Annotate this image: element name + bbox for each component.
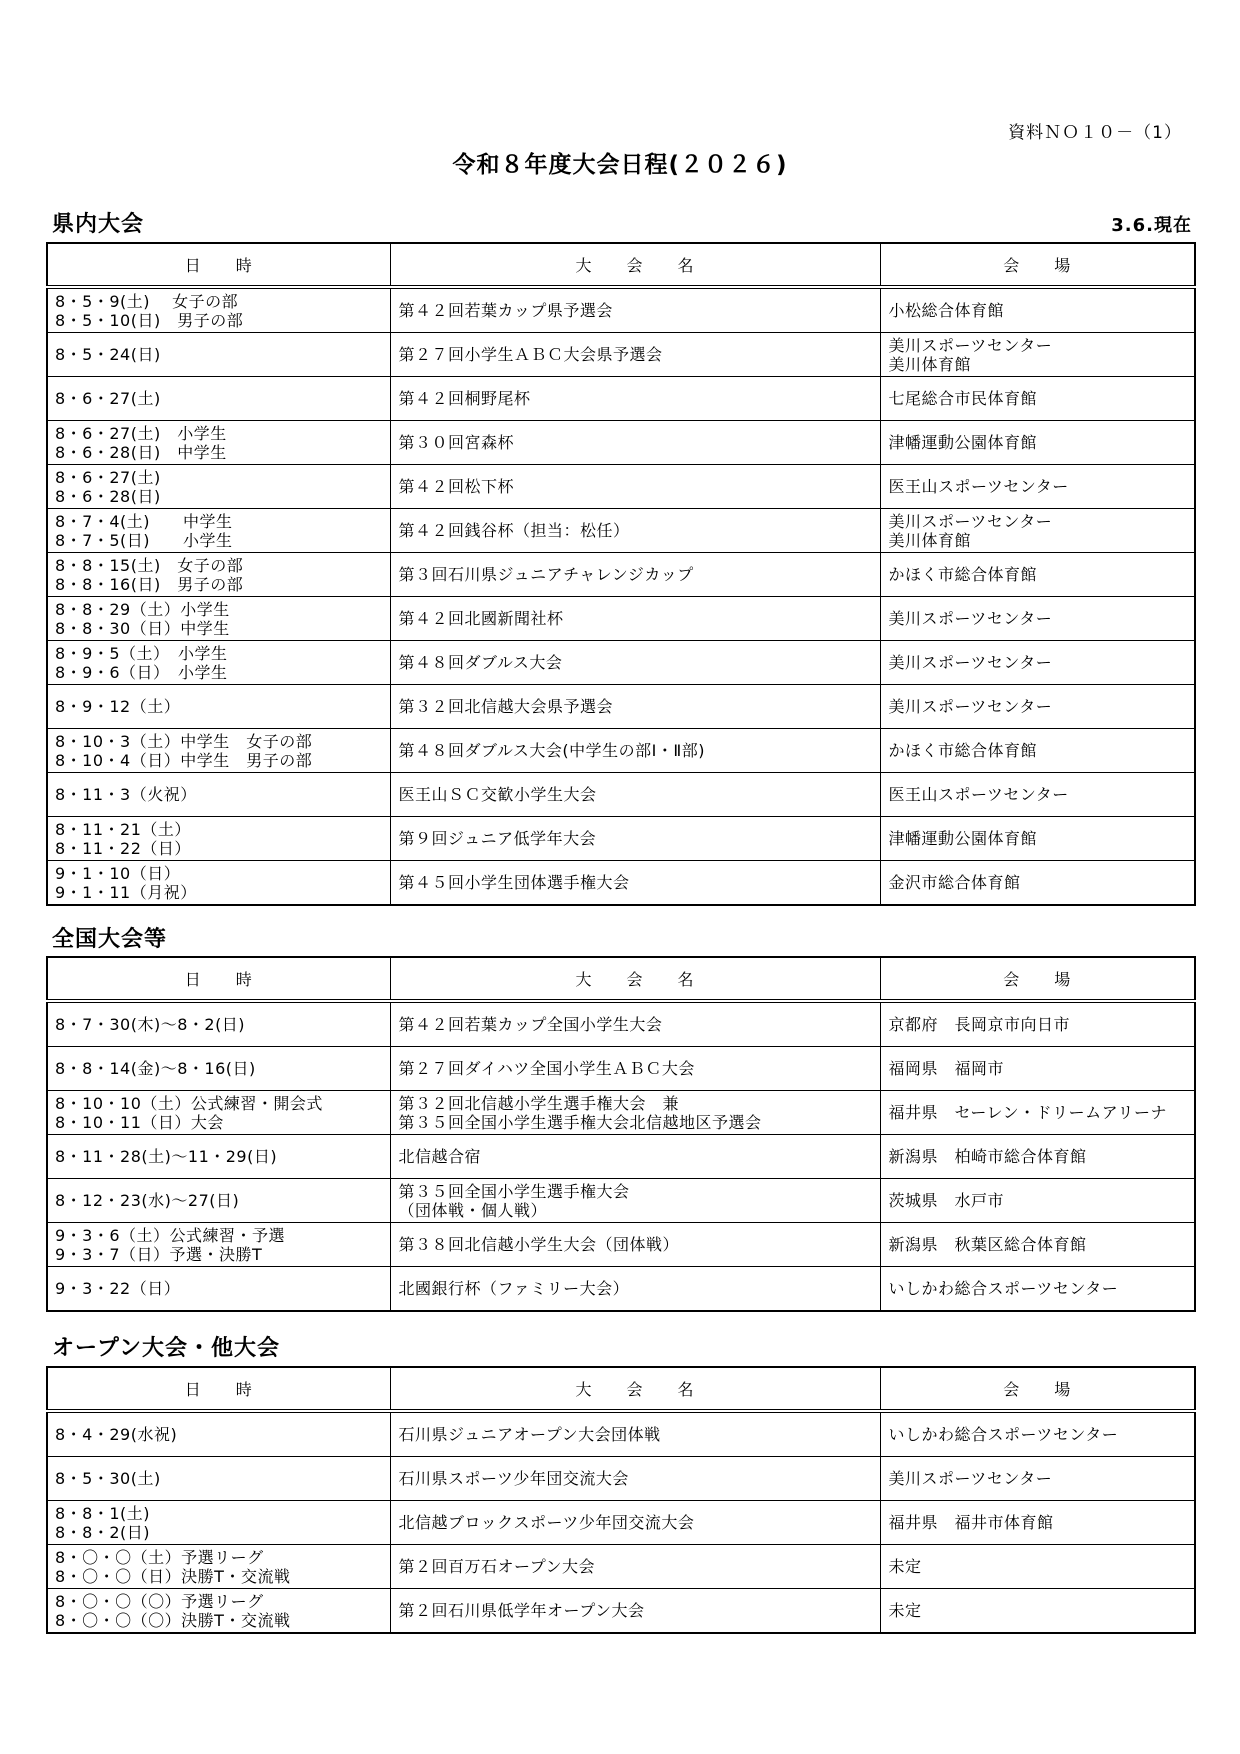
event-cell-line: 第３８回北信越小学生大会（団体戦） — [398, 1235, 680, 1254]
header-venue: 会 場 — [880, 243, 1195, 287]
venue-cell-line: 医王山スポーツセンター — [888, 477, 1069, 496]
date-cell-line: 8・10・3（土）中学生 女子の部 — [55, 731, 313, 751]
date-cell — [47, 685, 390, 729]
page-title: 令和８年度大会日程(２０２６) — [452, 152, 788, 178]
event-cell-line: 第４２回松下杯 — [398, 477, 515, 496]
event-cell-line: 第３５回全国小学生選手権大会 — [398, 1181, 630, 1201]
header-date: 日 時 — [47, 957, 390, 1001]
table-row — [47, 1501, 1195, 1545]
date-cell-line: 8・9・6（日） 小学生 — [55, 662, 228, 682]
venue-cell-line: 美川スポーツセンター — [888, 609, 1053, 628]
date-cell-line: 8・5・10(日) 男子の部 — [55, 310, 244, 330]
table-header-row — [47, 957, 1195, 1001]
table-row — [47, 553, 1195, 597]
date-cell-line: 8・6・28(日) 中学生 — [55, 442, 227, 462]
table-row — [47, 1589, 1195, 1634]
table-row — [47, 641, 1195, 685]
venue-cell — [880, 1589, 1195, 1634]
venue-cell — [880, 1411, 1195, 1457]
table-row — [47, 597, 1195, 641]
date-cell-line: 8・8・14(金)～8・16(日) — [55, 1059, 256, 1078]
header-event: 大 会 名 — [390, 957, 880, 1001]
event-cell-line: 第２回百万石オープン大会 — [398, 1557, 596, 1576]
event-cell — [390, 553, 880, 597]
venue-cell-line: 美川スポーツセンター — [888, 511, 1053, 531]
date-cell-line: 9・3・22（日） — [55, 1279, 181, 1298]
event-cell-line: 第４５回小学生団体選手権大会 — [398, 873, 630, 892]
venue-cell — [880, 773, 1195, 817]
date-cell — [47, 1223, 390, 1267]
date-cell — [47, 1457, 390, 1501]
event-cell — [390, 597, 880, 641]
table-header-row — [47, 1367, 1195, 1411]
venue-cell — [880, 465, 1195, 509]
event-cell — [390, 1091, 880, 1135]
event-cell — [390, 1411, 880, 1457]
date-cell — [47, 1501, 390, 1545]
date-cell-line: 8・7・4(土) 中学生 — [55, 511, 233, 531]
event-cell — [390, 421, 880, 465]
date-cell — [47, 333, 390, 377]
date-cell — [47, 729, 390, 773]
date-cell-line: 8・5・9(土) 女子の部 — [55, 291, 239, 311]
event-cell-line: 石川県ジュニアオープン大会団体戦 — [398, 1425, 661, 1444]
event-cell — [390, 729, 880, 773]
table-row — [47, 1457, 1195, 1501]
venue-cell — [880, 1267, 1195, 1312]
date-cell — [47, 1589, 390, 1634]
event-cell — [390, 1545, 880, 1589]
date-cell-line: 8・8・30（日）中学生 — [55, 618, 230, 638]
header-event: 大 会 名 — [390, 243, 880, 287]
venue-cell — [880, 597, 1195, 641]
venue-cell — [880, 817, 1195, 861]
event-cell — [390, 1047, 880, 1091]
venue-cell — [880, 1223, 1195, 1267]
venue-cell-line: 医王山スポーツセンター — [888, 785, 1069, 804]
date-cell-line: 8・7・30(木)～8・2(日) — [55, 1015, 246, 1034]
event-cell-line: 第３５回全国小学生選手権大会北信越地区予選会 — [398, 1112, 762, 1132]
table-row — [47, 685, 1195, 729]
header-venue: 会 場 — [880, 957, 1195, 1001]
venue-cell — [880, 1179, 1195, 1223]
table-row — [47, 729, 1195, 773]
venue-cell — [880, 1545, 1195, 1589]
venue-cell-line: いしかわ総合スポーツセンター — [888, 1425, 1119, 1444]
venue-cell-line: 金沢市総合体育館 — [888, 873, 1021, 892]
venue-cell-line: 新潟県 柏崎市総合体育館 — [888, 1147, 1087, 1166]
event-cell — [390, 1179, 880, 1223]
date-cell-line: 8・9・5（土） 小学生 — [55, 643, 228, 663]
table-row — [47, 1135, 1195, 1179]
event-cell-line: 北信越合宿 — [398, 1147, 482, 1166]
event-cell-line: 石川県スポーツ少年団交流大会 — [398, 1469, 629, 1488]
event-cell — [390, 817, 880, 861]
table-row — [47, 1001, 1195, 1047]
date-cell — [47, 641, 390, 685]
venue-cell — [880, 1047, 1195, 1091]
date-cell-line: 8・10・11（日）大会 — [55, 1112, 224, 1132]
header-date: 日 時 — [47, 1367, 390, 1411]
table-header-row — [47, 243, 1195, 287]
venue-cell — [880, 641, 1195, 685]
venue-cell-line: 小松総合体育館 — [888, 301, 1005, 320]
table-row — [47, 861, 1195, 906]
date-cell — [47, 377, 390, 421]
table-row — [47, 287, 1195, 333]
venue-cell-line: かほく市総合体育館 — [888, 565, 1038, 584]
date-cell-line: 8・11・3（火祝） — [55, 785, 197, 804]
table-row — [47, 1545, 1195, 1589]
date-cell-line: 8・12・23(水)～27(日) — [55, 1191, 240, 1210]
date-cell-line: 8・5・30(土) — [55, 1469, 161, 1488]
venue-cell-line: かほく市総合体育館 — [888, 741, 1038, 760]
document-number: 資料ＮＯ１０－（1） — [1008, 123, 1182, 143]
header-date: 日 時 — [47, 243, 390, 287]
date-cell — [47, 553, 390, 597]
section-title-open: オープン大会・他大会 — [52, 1336, 281, 1361]
venue-cell-line: 美川スポーツセンター — [888, 697, 1053, 716]
prefectural-schedule-table — [46, 242, 1196, 906]
header-venue: 会 場 — [880, 1367, 1195, 1411]
table-row — [47, 817, 1195, 861]
event-cell-line: （団体戦・個人戦） — [398, 1200, 548, 1220]
date-cell — [47, 287, 390, 333]
venue-cell — [880, 421, 1195, 465]
date-cell — [47, 817, 390, 861]
date-cell-line: 9・3・7（日）予選・決勝T — [55, 1244, 263, 1264]
date-cell — [47, 1267, 390, 1312]
event-cell — [390, 1457, 880, 1501]
date-cell-line: 8・6・27(土) 小学生 — [55, 423, 227, 443]
table-row — [47, 421, 1195, 465]
date-cell-line: 8・8・29（土）小学生 — [55, 599, 230, 619]
event-cell — [390, 1501, 880, 1545]
table-row — [47, 509, 1195, 553]
date-cell-line: 8・10・4（日）中学生 男子の部 — [55, 750, 313, 770]
date-cell-line: 8・11・28(土)～11・29(日) — [55, 1147, 278, 1166]
section-title-prefectural: 県内大会 — [52, 212, 145, 237]
date-cell-line: 8・〇・〇（〇）決勝T・交流戦 — [55, 1610, 291, 1630]
table-row — [47, 1267, 1195, 1312]
date-cell-line: 8・〇・〇（日）決勝T・交流戦 — [55, 1566, 291, 1586]
venue-cell-line: 美川スポーツセンター — [888, 1469, 1053, 1488]
venue-cell-line: 福岡県 福岡市 — [888, 1059, 1005, 1078]
event-cell-line: 第４２回桐野尾杯 — [398, 389, 531, 408]
venue-cell-line: 美川体育館 — [888, 530, 972, 550]
venue-cell — [880, 729, 1195, 773]
date-cell-line: 8・7・5(日) 小学生 — [55, 530, 233, 550]
venue-cell-line: 美川スポーツセンター — [888, 653, 1053, 672]
venue-cell-line: 未定 — [888, 1557, 922, 1576]
table-row — [47, 1179, 1195, 1223]
date-cell-line: 8・6・27(土) — [55, 389, 161, 408]
venue-cell — [880, 377, 1195, 421]
table-row — [47, 773, 1195, 817]
event-cell-line: 第２７回小学生ＡＢＣ大会県予選会 — [398, 345, 663, 364]
event-cell — [390, 333, 880, 377]
venue-cell-line: いしかわ総合スポーツセンター — [888, 1279, 1119, 1298]
event-cell-line: 第４２回銭谷杯（担当：松任） — [398, 521, 630, 540]
date-cell-line: 8・8・16(日) 男子の部 — [55, 574, 244, 594]
event-cell — [390, 465, 880, 509]
event-cell-line: 第３２回北信越小学生選手権大会 兼 — [398, 1093, 680, 1113]
table-row — [47, 1047, 1195, 1091]
venue-cell-line: 七尾総合市民体育館 — [888, 389, 1038, 408]
date-cell — [47, 1411, 390, 1457]
date-cell-line: 8・11・22（日） — [55, 838, 191, 858]
event-cell-line: 第４２回若葉カップ全国小学生大会 — [398, 1015, 663, 1034]
date-cell-line: 8・10・10（土）公式練習・開会式 — [55, 1093, 323, 1113]
event-cell — [390, 861, 880, 906]
venue-cell-line: 京都府 長岡京市向日市 — [888, 1015, 1071, 1034]
event-cell-line: 第２７回ダイハツ全国小学生ＡＢＣ大会 — [398, 1059, 695, 1078]
date-cell — [47, 421, 390, 465]
event-cell — [390, 1267, 880, 1312]
event-cell — [390, 509, 880, 553]
event-cell-line: 第３回石川県ジュニアチャレンジカップ — [398, 565, 694, 584]
event-cell — [390, 1589, 880, 1634]
open-schedule-table — [46, 1366, 1196, 1634]
date-cell — [47, 465, 390, 509]
event-cell-line: 第３２回北信越大会県予選会 — [398, 697, 614, 716]
venue-cell-line: 未定 — [888, 1601, 922, 1620]
table-row — [47, 1223, 1195, 1267]
event-cell-line: 第２回石川県低学年オープン大会 — [398, 1601, 645, 1620]
date-cell — [47, 1047, 390, 1091]
event-cell-line: 北信越ブロックスポーツ少年団交流大会 — [398, 1513, 695, 1532]
venue-cell — [880, 861, 1195, 906]
event-cell-line: 北國銀行杯（ファミリー大会） — [398, 1279, 630, 1298]
date-cell — [47, 1179, 390, 1223]
venue-cell-line: 茨城県 水戸市 — [888, 1191, 1005, 1210]
as-of-date: 3.6.現在 — [1111, 215, 1192, 236]
venue-cell — [880, 1457, 1195, 1501]
venue-cell-line: 津幡運動公園体育館 — [888, 829, 1038, 848]
table-row — [47, 1091, 1195, 1135]
date-cell-line: 8・9・12（土） — [55, 697, 181, 716]
event-cell — [390, 287, 880, 333]
event-cell-line: 医王山ＳＣ交歓小学生大会 — [398, 785, 597, 804]
date-cell-line: 8・11・21（土） — [55, 819, 191, 839]
date-cell — [47, 1091, 390, 1135]
venue-cell-line: 津幡運動公園体育館 — [888, 433, 1038, 452]
venue-cell — [880, 1135, 1195, 1179]
date-cell-line: 8・8・15(土) 女子の部 — [55, 555, 244, 575]
event-cell-line: 第４８回ダブルス大会 — [398, 653, 563, 672]
venue-cell — [880, 1501, 1195, 1545]
venue-cell — [880, 1091, 1195, 1135]
event-cell — [390, 773, 880, 817]
date-cell — [47, 773, 390, 817]
table-row — [47, 377, 1195, 421]
date-cell-line: 9・1・10（日） — [55, 863, 181, 883]
venue-cell — [880, 685, 1195, 729]
national-schedule-table — [46, 956, 1196, 1312]
date-cell — [47, 1135, 390, 1179]
date-cell-line: 9・1・11（月祝） — [55, 882, 197, 902]
date-cell-line: 8・6・28(日) — [55, 486, 161, 506]
venue-cell — [880, 1001, 1195, 1047]
date-cell — [47, 509, 390, 553]
venue-cell-line: 美川スポーツセンター — [888, 335, 1053, 355]
event-cell — [390, 1223, 880, 1267]
event-cell — [390, 641, 880, 685]
event-cell-line: 第４２回北國新聞社杯 — [398, 609, 564, 628]
venue-cell — [880, 509, 1195, 553]
venue-cell-line: 福井県 セーレン・ドリームアリーナ — [888, 1103, 1168, 1122]
date-cell — [47, 597, 390, 641]
date-cell — [47, 1545, 390, 1589]
venue-cell-line: 美川体育館 — [888, 354, 972, 374]
event-cell-line: 第３０回宮森杯 — [398, 433, 515, 452]
date-cell-line: 8・〇・〇（土）予選リーグ — [55, 1547, 264, 1567]
event-cell-line: 第９回ジュニア低学年大会 — [398, 829, 597, 848]
date-cell — [47, 1001, 390, 1047]
venue-cell — [880, 553, 1195, 597]
date-cell-line: 8・5・24(日) — [55, 345, 161, 364]
date-cell-line: 8・4・29(水祝) — [55, 1425, 178, 1444]
event-cell-line: 第４２回若葉カップ県予選会 — [398, 301, 613, 320]
event-cell — [390, 1001, 880, 1047]
event-cell — [390, 1135, 880, 1179]
venue-cell-line: 福井県 福井市体育館 — [888, 1513, 1054, 1532]
table-row — [47, 465, 1195, 509]
date-cell — [47, 861, 390, 906]
venue-cell-line: 新潟県 秋葉区総合体育館 — [888, 1235, 1087, 1254]
table-row — [47, 1411, 1195, 1457]
date-cell-line: 9・3・6（土）公式練習・予選 — [55, 1225, 286, 1245]
venue-cell — [880, 333, 1195, 377]
table-row — [47, 333, 1195, 377]
section-title-national: 全国大会等 — [52, 927, 168, 952]
event-cell — [390, 685, 880, 729]
date-cell-line: 8・〇・〇（〇）予選リーグ — [55, 1591, 264, 1611]
event-cell-line: 第４８回ダブルス大会(中学生の部Ⅰ・Ⅱ部) — [398, 741, 705, 760]
header-event: 大 会 名 — [390, 1367, 880, 1411]
venue-cell — [880, 287, 1195, 333]
date-cell-line: 8・8・1(土) — [55, 1503, 151, 1523]
date-cell-line: 8・8・2(日) — [55, 1522, 151, 1542]
event-cell — [390, 377, 880, 421]
date-cell-line: 8・6・27(土) — [55, 467, 161, 487]
